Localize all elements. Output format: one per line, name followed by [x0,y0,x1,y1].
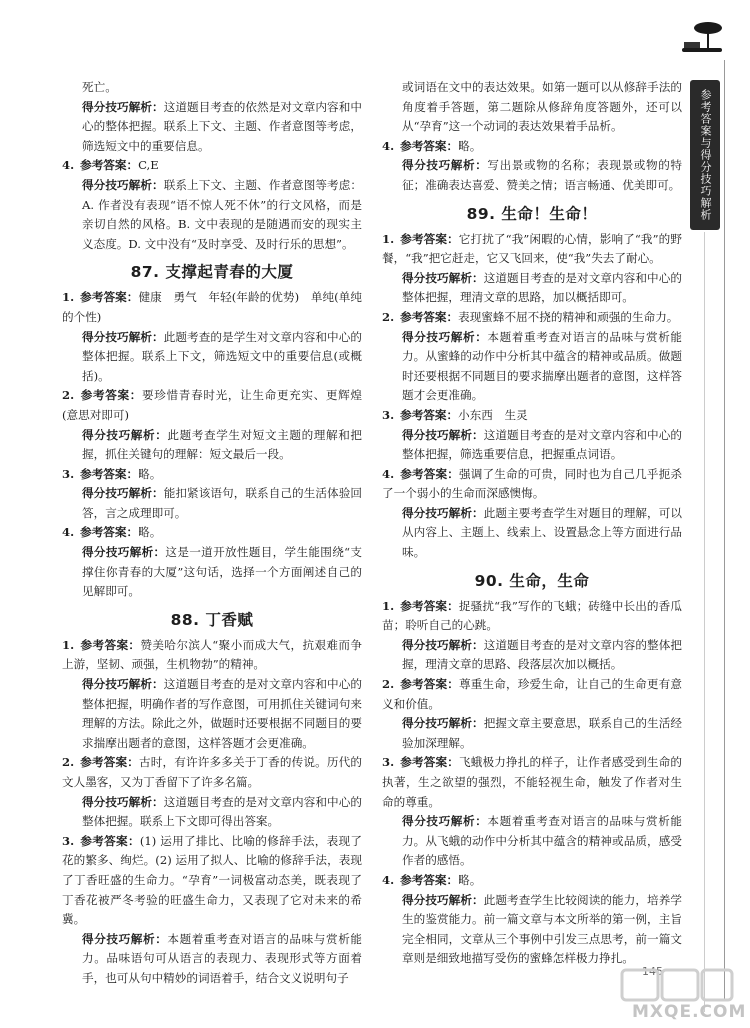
right-column [382,78,682,969]
body-text: 这道题目考查的是对文章内容的整体把握，理清文章的思路、段落层次加以概括。 [402,637,682,672]
analysis-label: 得分技巧解析： [82,427,168,442]
analysis-paragraph [62,543,362,602]
answer-label: 参考答案： [400,407,459,422]
analysis-label: 得分技巧解析： [402,329,488,344]
analysis-paragraph [382,714,682,753]
body-text: 写出景或物的名称；表现景或物的特征；准确表达喜爱、赞美之情；语言畅通、优美即可。 [402,158,682,192]
body-text: 本题着重考查对语言的品味与赏析能力。从蜜蜂的动作中分析其中蕴含的精神或品质。做题时还要根据不同题目的要求揣摩出题者的意图，这样答题才会更准确。 [402,329,682,403]
answer-item [62,288,362,327]
analysis-paragraph [382,891,682,969]
answer-item [382,308,682,328]
answer-label: 参考答案： [80,388,143,403]
answer-label: 参考答案： [400,138,459,153]
answer-label: 参考答案： [80,637,141,652]
body-text: 此题主要考查学生对题目的理解，可以从内容上、主题上、线索上、设置悬念上等方面进行品味。 [402,505,682,560]
left-column [62,78,362,989]
analysis-label: 得分技巧解析： [82,545,166,560]
answer-label: 参考答案： [400,755,459,770]
answer-label: 参考答案： [400,872,459,887]
item-number: 3. [62,833,75,848]
analysis-paragraph [382,269,682,308]
answer-label: 参考答案： [80,755,139,770]
body-text: 略。 [138,466,162,481]
answer-item [62,753,362,792]
body-text: 古时，有许许多多关于丁香的传说。历代的文人墨客，又为丁香留下了许多名篇。 [62,755,362,789]
body-text: 能扣紧该语句，联系自己的生活体验回答，言之成理即可。 [82,486,362,520]
answer-item [62,636,362,675]
item-number: 4. [62,525,75,540]
body-text: 表现蜜蜂不屈不挠的精神和顽强的生命力。 [458,309,679,324]
answer-label: 参考答案： [80,833,140,848]
answer-label: 参考答案： [80,290,139,305]
answer-label: 参考答案： [400,466,459,481]
answer-item [382,465,682,504]
analysis-paragraph [382,156,682,195]
answer-label: 参考答案： [400,231,459,246]
analysis-paragraph [62,793,362,832]
item-number: 4. [62,158,75,173]
analysis-label: 得分技巧解析： [402,427,484,442]
body-text: 飞蛾极力挣扎的样子，让作者感受到生命的执著，生之欲望的强烈，不能轻视生命，触发了作者对生命的尊重。 [382,755,682,809]
body-text: 尊重生命，珍爱生命，让自己的生命更有意义和价值。 [382,677,682,711]
answer-item [382,230,682,269]
body-text: 健康 勇气 年轻(年龄的优势) 单纯(单纯的个性) [62,290,362,324]
margin-rule-inner [704,232,705,1012]
section-title: 89. 生命！生命！ [466,204,598,223]
answer-label: 参考答案： [80,525,139,540]
answer-item [382,675,682,714]
analysis-paragraph [62,328,362,387]
analysis-label: 得分技巧解析： [402,158,488,173]
body-text: 这是一道开放性题目，学生能围绕“支撑住你青春的大厦”这句话，选择一个方面阐述自己的见解即可。 [82,545,362,599]
answer-item [382,137,682,157]
answer-item [62,523,362,543]
lamp-icon [678,20,724,58]
analysis-label: 得分技巧解析： [82,794,164,809]
page-number: 145 [642,965,663,978]
continued-text: 死亡。 [82,80,117,94]
analysis-label: 得分技巧解析： [82,486,164,501]
analysis-label: 得分技巧解析： [82,99,164,114]
analysis-label: 得分技巧解析： [402,505,484,520]
answer-item [382,753,682,812]
item-number: 1. [382,231,395,246]
body-text: 它打扰了“我”闲暇的心情，影响了“我”的野餐，“我”把它赶走，它又飞回来，使“我”失去了耐心。 [382,231,682,266]
body-text: 本题着重考查对语言的品味与赏析能力。从飞蛾的动作中分析其中蕴含的精神或品质，感受作者的感悟。 [402,814,682,868]
section-title: 88. 丁香赋 [170,610,254,629]
body-text: 联系上下文、主题、作者意图等考虑：A. 作者没有表现“语不惊人死不休”的行文风格，而是亲切自然的风格。B. 文中表现的是随遇而安的现实主义态度。D. 文中没有“及时享受、及时行乐的思想”。 [82,177,362,251]
body-text: 略。 [138,525,162,540]
analysis-paragraph [62,675,362,753]
body-text: (1) 运用了排比、比喻的修辞手法，表现了花的繁多、绚烂。(2) 运用了拟人、比喻的修辞手法，表现了丁香旺盛的生命力。“孕育”一词极富动态美，既表现了丁香花被严冬考验的旺盛生命力，又表现了它对未来的希冀。 [62,833,362,927]
item-number: 4. [382,872,395,887]
item-number: 2. [62,755,75,770]
answer-item [382,597,682,636]
answer-item [62,832,362,930]
body-text: 略。 [458,872,482,887]
item-number: 2. [62,388,75,403]
item-number: 3. [62,466,75,481]
analysis-label: 得分技巧解析： [402,716,484,731]
item-number: 3. [382,407,395,422]
body-text: 强调了生命的可贵，同时也为自己几乎扼杀了一个弱小的生命而深感懊悔。 [382,466,682,501]
watermark-text: MXQE.COM [632,1002,747,1022]
body-text: 这道题目考查的是对文章内容和中心的整体把握，理清文章的思路，加以概括即可。 [402,270,682,305]
answer-label: 参考答案： [400,598,459,613]
analysis-paragraph [382,328,682,406]
item-number: 1. [62,637,75,652]
item-number: 1. [62,290,75,305]
body-text: 这道题目考查的是对文章内容和中心的整体把握，明确作者的写作意图，可用抓住关键词句来理解的方法。除此之外，做题时还要根据不同题目的要求揣摩出题者的意图，这样答题才会更准确。 [82,677,362,750]
analysis-paragraph [382,426,682,465]
answer-item [382,406,682,426]
answer-item [62,465,362,485]
analysis-paragraph [62,930,362,989]
body-text: 这道题目考查的是对文章内容和中心的整体把握。联系上下文即可得出答案。 [82,794,362,829]
item-number: 2. [382,309,395,324]
analysis-paragraph [62,426,362,465]
analysis-label: 得分技巧解析： [402,892,484,907]
body-text: 略。 [458,138,482,153]
body-text: 此题考查的是学生对文章内容和中心的整体把握。联系上下文，筛选短文中的重要信息(或概括)。 [82,329,362,383]
body-text: C,E [138,158,159,173]
item-number: 3. [382,755,395,770]
continued-text: 或词语在文中的表达效果。如第一题可以从修辞手法的角度着手答题，第二题除从修辞角度答题外，还可以从“孕育”这一个动词的表达效果着手品析。 [402,80,682,134]
analysis-paragraph [62,176,362,254]
analysis-label: 得分技巧解析： [402,270,484,285]
answer-item [62,386,362,425]
body-text: 赞美哈尔滨人“聚小而成大气，抗艰难而争上游，坚韧、顽强，生机物勃”的精神。 [62,637,362,672]
section-title: 87. 支撑起青春的大厦 [130,263,294,282]
body-text: 捉骚扰“我”写作的飞蛾；砖缝中长出的香瓜苗；聆听自己的心跳。 [382,598,682,633]
answer-label: 参考答案： [400,309,459,324]
analysis-label: 得分技巧解析： [82,677,164,692]
answer-item [62,156,362,176]
body-text: 小东西 生灵 [458,407,528,422]
body-text: 本题着重考查对语言的品味与赏析能力。品味语句可从语言的表现力、表现形式等方面着手，也可从句中精妙的词语着手，结合文义说明句子 [82,931,362,985]
item-number: 4. [382,466,395,481]
analysis-paragraph [62,484,362,523]
answer-item [382,871,682,891]
analysis-label: 得分技巧解析： [402,637,484,652]
answer-label: 参考答案： [400,677,459,692]
section-title: 90. 生命，生命 [474,571,590,590]
analysis-paragraph [382,504,682,563]
margin-rule [724,60,725,1000]
body-text: 这道题目考查的依然是对文章内容和中心的整体把握。联系上下文、主题、作者意图等考虑，筛选短文中的重要信息。 [82,99,362,153]
analysis-paragraph [382,812,682,871]
analysis-label: 得分技巧解析： [82,329,164,344]
analysis-paragraph [62,98,362,157]
body-text: 此题考查学生比较阅读的能力，培养学生的鉴赏能力。前一篇文章与本文所举的第一例，主旨完全相同，文章从三个事例中引发三点思考，前一篇文章则是细致地描写受伤的蜜蜂怎样极力挣扎。 [402,892,682,966]
analysis-paragraph [382,636,682,675]
body-text: 把握文章主要意思，联系自己的生活经验加深理解。 [402,716,682,750]
item-number: 2. [382,677,395,692]
body-text: 要珍惜青春时光，让生命更充实、更辉煌(意思对即可) [62,388,362,422]
section-side-tab: 参考答案与得分技巧解析 [690,80,720,230]
analysis-label: 得分技巧解析： [82,931,168,946]
item-number: 4. [382,138,395,153]
answer-label: 参考答案： [80,158,139,173]
item-number: 1. [382,598,395,613]
body-text: 此题考查学生对短文主题的理解和把握，抓住关键句的理解：短文最后一段。 [82,427,362,462]
analysis-label: 得分技巧解析： [402,814,488,829]
body-text: 这道题目考查的是对文章内容和中心的整体把握，筛选重要信息，把握重点词语。 [402,427,682,462]
answer-label: 参考答案： [80,466,139,481]
analysis-label: 得分技巧解析： [82,177,164,192]
